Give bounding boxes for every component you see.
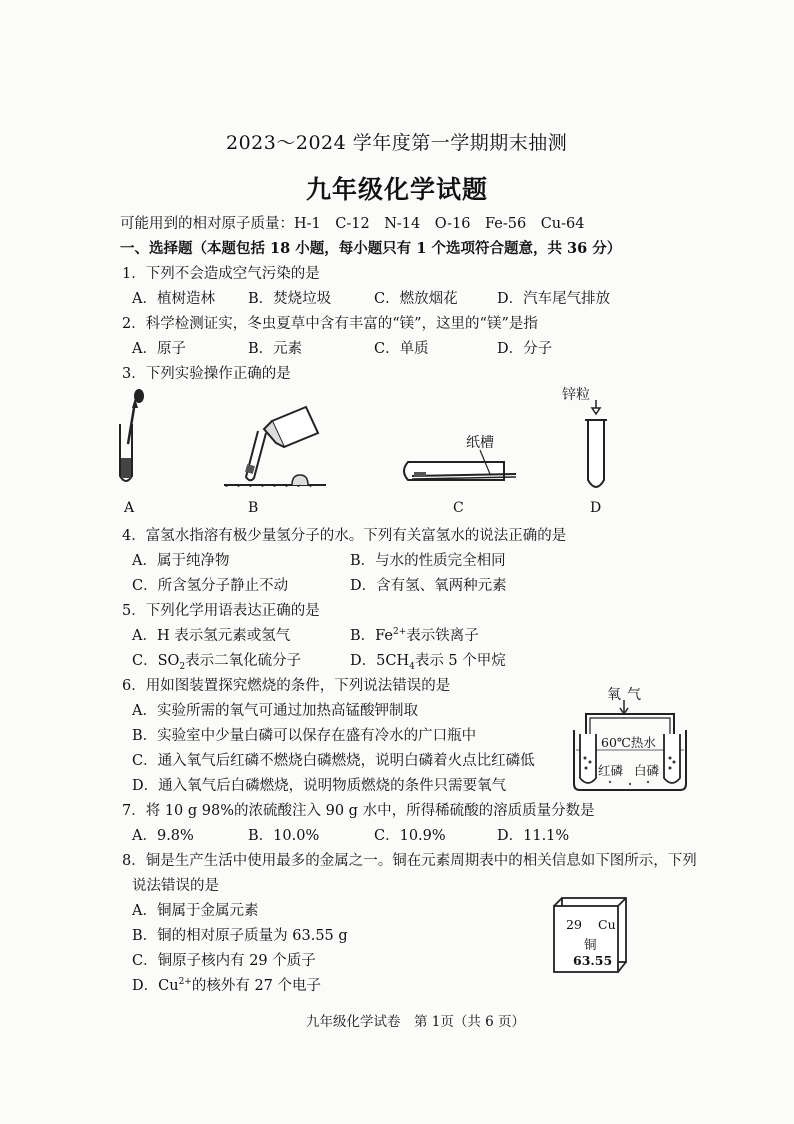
figure-a-label: A <box>124 500 135 516</box>
figure-b-label: B <box>248 500 259 516</box>
q8-stem-line-2: 说法错误的是 <box>132 878 219 894</box>
q4-option-d: D．含有氢、氧两种元素 <box>350 578 507 594</box>
q6-stem: 6．用如图装置探究燃烧的条件，下列说法错误的是 <box>122 678 451 694</box>
q6-oxygen-label: 氧气 <box>607 687 647 703</box>
q8-option-d: D．$Cu^{2+}$的核外有 27 个电子 <box>132 977 322 994</box>
term-title: 2023～2024 学年度第一学期期末抽测 <box>226 132 568 154</box>
figure-d-zinc-label: 锌粒 <box>562 387 590 403</box>
q1-option-b: B．焚烧垃圾 <box>248 291 332 307</box>
page-footer: 九年级化学试卷 第 1页（共 6 页） <box>306 1014 526 1030</box>
q4-option-a: A．属于纯净物 <box>132 553 230 569</box>
q1-option-d: D．汽车尾气排放 <box>497 291 611 307</box>
q4-stem: 4．富氢水指溶有极少量氢分子的水。下列有关富氢水的说法正确的是 <box>122 528 567 544</box>
figure-d-vertical-tube <box>582 400 622 498</box>
q8-option-c: C．铜原子核内有 29 个质子 <box>132 953 316 969</box>
q7-option-b: B．10.0% <box>248 828 320 844</box>
figure-c-label: C <box>453 500 464 516</box>
q8-atomic-number: 29 <box>566 917 582 932</box>
q6-option-d: D．通入氧气后白磷燃烧，说明物质燃烧的条件只需要氧气 <box>132 778 507 794</box>
q6-option-a: A．实验所需的氧气可通过加热高锰酸钾制取 <box>132 703 418 719</box>
q2-stem: 2．科学检测证实，冬虫夏草中含有丰富的“镁”，这里的“镁”是指 <box>122 316 538 332</box>
q1-option-a: A．植树造林 <box>132 291 215 307</box>
q2-option-c: C．单质 <box>374 341 429 357</box>
figure-c-trough-label: 纸槽 <box>466 435 494 451</box>
q6-red-phosphorus-label: 红磷 <box>598 763 624 778</box>
q5-option-a: A．H 表示氢元素或氢气 <box>132 628 291 644</box>
q8-atomic-mass: 63.55 <box>573 953 613 968</box>
q4-option-b: B．与水的性质完全相同 <box>350 553 506 569</box>
figure-b-pouring <box>220 405 330 487</box>
q8-element-symbol: Cu <box>598 917 616 932</box>
q7-option-c: C．10.9% <box>374 828 446 844</box>
figure-a-dropper <box>110 386 160 494</box>
q6-option-b: B．实验室中少量白磷可以保存在盛有冷水的广口瓶中 <box>132 728 477 744</box>
q7-option-a: A．9.8% <box>132 828 194 844</box>
q5-option-c: C．$SO_2$表示二氧化硫分子 <box>132 653 302 672</box>
section-1-heading: 一、选择题（本题包括 18 小题，每小题只有 1 个选项符合题意，共 36 分） <box>120 240 622 257</box>
q5-stem: 5．下列化学用语表达正确的是 <box>122 603 320 619</box>
q5-option-d: D．$5CH_4$表示 5 个甲烷 <box>350 653 506 672</box>
q1-stem: 1．下列不会造成空气污染的是 <box>122 266 320 282</box>
q8-stem-line-1: 8．铜是生产生活中使用最多的金属之一。铜在元素周期表中的相关信息如下图所示，下列 <box>122 853 697 869</box>
q7-option-d: D．11.1% <box>497 828 570 844</box>
paper-title: 九年级化学试题 <box>306 175 489 204</box>
q3-stem: 3．下列实验操作正确的是 <box>122 366 291 382</box>
q2-option-a: A．原子 <box>132 341 186 357</box>
q5-option-b: B．$Fe^{2+}$表示铁离子 <box>350 627 479 644</box>
q6-option-c: C．通入氧气后红磷不燃烧白磷燃烧，说明白磷着火点比红磷低 <box>132 753 535 769</box>
atomic-masses: 可能用到的相对原子质量：H-1 C-12 N-14 O-16 Fe-56 Cu-64 <box>120 216 585 232</box>
figure-d-label: D <box>590 500 602 516</box>
q8-option-b: B．铜的相对原子质量为 63.55 g <box>132 928 348 944</box>
q1-option-c: C．燃放烟花 <box>374 291 458 307</box>
q2-option-b: B．元素 <box>248 341 303 357</box>
q7-stem: 7．将 10 g 98%的浓硫酸注入 90 g 水中，所得稀硫酸的溶质质量分数是 <box>122 803 595 819</box>
figure-c-horizontal-tube <box>398 450 526 488</box>
q6-white-phosphorus-label: 白磷 <box>634 763 660 778</box>
q8-element-name: 铜 <box>584 937 597 952</box>
q6-hot-water-label: 60℃热水 <box>601 735 656 750</box>
q8-option-a: A．铜属于金属元素 <box>132 903 259 919</box>
q2-option-d: D．分子 <box>497 341 553 357</box>
q4-option-c: C．所含氢分子静止不动 <box>132 578 289 594</box>
